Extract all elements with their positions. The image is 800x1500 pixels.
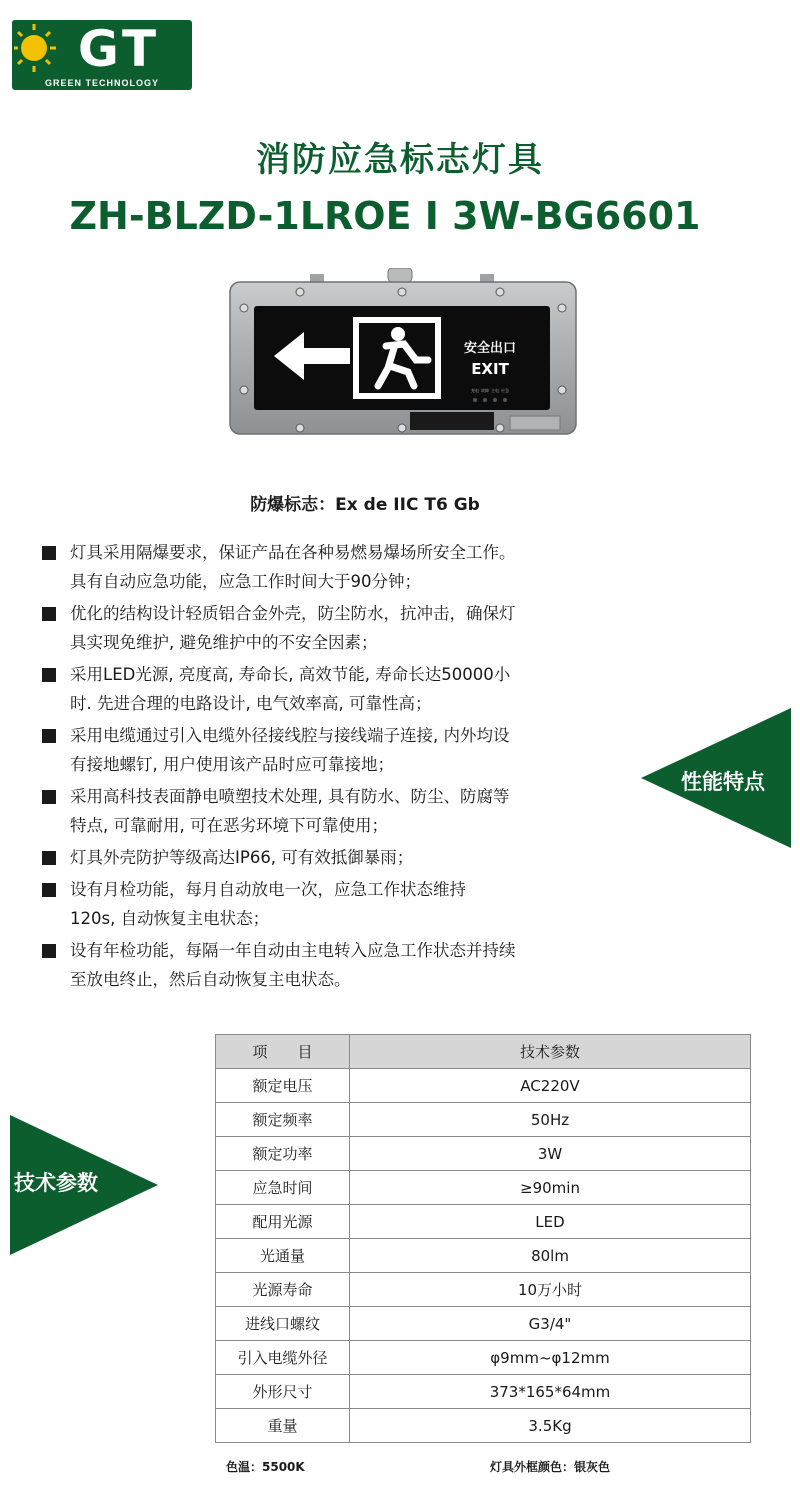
table-row [216, 1341, 751, 1375]
feature-line-1: 优化的结构设计轻质铝合金外壳，防尘防水，抗冲击，确保灯 [70, 604, 516, 623]
table-row [216, 1103, 751, 1137]
bullet-square-icon [42, 607, 56, 621]
specs-badge [10, 1115, 158, 1255]
spec-value: 80lm [350, 1239, 751, 1273]
feature-item [42, 721, 602, 779]
feature-line-1: 采用LED光源, 亮度高, 寿命长, 高效节能, 寿命长达50000小 [70, 665, 511, 684]
spec-value: 10万小时 [350, 1273, 751, 1307]
table-row [216, 1375, 751, 1409]
spec-key: 进线口螺纹 [216, 1307, 350, 1341]
feature-item [42, 599, 602, 657]
sign-text-en: EXIT [471, 360, 509, 378]
table-row [216, 1307, 751, 1341]
table-row [216, 1069, 751, 1103]
bullet-square-icon [42, 790, 56, 804]
spec-key: 额定电压 [216, 1069, 350, 1103]
logo-tagline: GREEN TECHNOLOGY [44, 78, 159, 88]
feature-line-1: 灯具采用隔爆要求，保证产品在各种易燃易爆场所安全工作。 [70, 543, 516, 562]
features-badge [641, 708, 791, 848]
company-logo [12, 20, 192, 90]
feature-line-1: 灯具外壳防护等级高达IP66, 可有效抵御暴雨； [70, 848, 414, 867]
header-value: 技术参数 [350, 1035, 751, 1069]
spec-key: 引入电缆外径 [216, 1341, 350, 1375]
feature-line-2: 120s, 自动恢复主电状态； [70, 909, 270, 928]
logo-letters: GT [77, 20, 161, 78]
indicator-label-1: 充电 [471, 388, 479, 393]
feature-item [42, 936, 602, 994]
product-image [228, 268, 578, 440]
table-row [216, 1409, 751, 1443]
table-row [216, 1205, 751, 1239]
sign-text-cn: 安全出口 [463, 341, 517, 356]
color-temperature-note: 色温：5500K [226, 1460, 305, 1474]
spec-key: 重量 [216, 1409, 350, 1443]
spec-key: 应急时间 [216, 1171, 350, 1205]
spec-value: ≥90min [350, 1171, 751, 1205]
frame-color-note: 灯具外框颜色：银灰色 [490, 1460, 611, 1474]
table-header-row [216, 1035, 751, 1069]
spec-table [215, 1034, 751, 1443]
explosion-proof-mark: 防爆标志：Ex de IIC T6 Gb [250, 495, 480, 515]
table-row [216, 1171, 751, 1205]
bullet-square-icon [42, 668, 56, 682]
spec-key: 额定功率 [216, 1137, 350, 1171]
feature-line-1: 设有年检功能，每隔一年自动由主电转入应急工作状态并持续 [70, 941, 516, 960]
features-badge-label: 性能特点 [681, 770, 765, 794]
spec-key: 配用光源 [216, 1205, 350, 1239]
spec-value: LED [350, 1205, 751, 1239]
feature-line-2: 有接地螺钉, 用户使用该产品时应可靠接地； [70, 755, 394, 774]
feature-line-2: 至放电终止，然后自动恢复主电状态。 [70, 970, 351, 989]
product-model: ZH-BLZD-1LROE I 3W-BG6601 [69, 194, 701, 238]
feature-line-2: 具有自动应急功能，应急工作时间大于90分钟； [70, 572, 421, 591]
indicator-label-4: 应急 [501, 388, 509, 393]
spec-key: 外形尺寸 [216, 1375, 350, 1409]
bullet-square-icon [42, 944, 56, 958]
feature-line-2: 具实现免维护, 避免维护中的不安全因素； [70, 633, 378, 652]
spec-value: φ9mm~φ12mm [350, 1341, 751, 1375]
bullet-square-icon [42, 883, 56, 897]
table-row [216, 1273, 751, 1307]
product-title: 消防应急标志灯具 [256, 140, 544, 180]
indicator-label-3: 主电 [491, 388, 499, 393]
spec-key: 光通量 [216, 1239, 350, 1273]
feature-item [42, 782, 602, 840]
feature-line-1: 设有月检功能，每月自动放电一次，应急工作状态维持 [70, 880, 466, 899]
bullet-square-icon [42, 729, 56, 743]
feature-item [42, 538, 602, 596]
spec-value: 3.5Kg [350, 1409, 751, 1443]
spec-key: 额定频率 [216, 1103, 350, 1137]
spec-value: AC220V [350, 1069, 751, 1103]
spec-value: G3/4" [350, 1307, 751, 1341]
specs-badge-label: 技术参数 [14, 1171, 98, 1195]
bullet-square-icon [42, 546, 56, 560]
feature-line-1: 采用电缆通过引入电缆外径接线腔与接线端子连接, 内外均设 [70, 726, 510, 745]
spec-key: 光源寿命 [216, 1273, 350, 1307]
bullet-square-icon [42, 851, 56, 865]
feature-item [42, 875, 602, 933]
feature-line-2: 特点, 可靠耐用, 可在恶劣环境下可靠使用； [70, 816, 388, 835]
table-row [216, 1137, 751, 1171]
feature-list [42, 538, 602, 997]
header-item: 项 目 [216, 1035, 350, 1069]
feature-item [42, 660, 602, 718]
indicator-label-2: 故障 [481, 388, 489, 393]
feature-line-1: 采用高科技表面静电喷塑技术处理, 具有防水、防尘、防腐等 [70, 787, 510, 806]
spec-value: 50Hz [350, 1103, 751, 1137]
feature-item [42, 843, 602, 872]
feature-line-2: 时. 先进合理的电路设计, 电气效率高, 可靠性高； [70, 694, 432, 713]
spec-value: 3W [350, 1137, 751, 1171]
spec-value: 373*165*64mm [350, 1375, 751, 1409]
table-row [216, 1239, 751, 1273]
